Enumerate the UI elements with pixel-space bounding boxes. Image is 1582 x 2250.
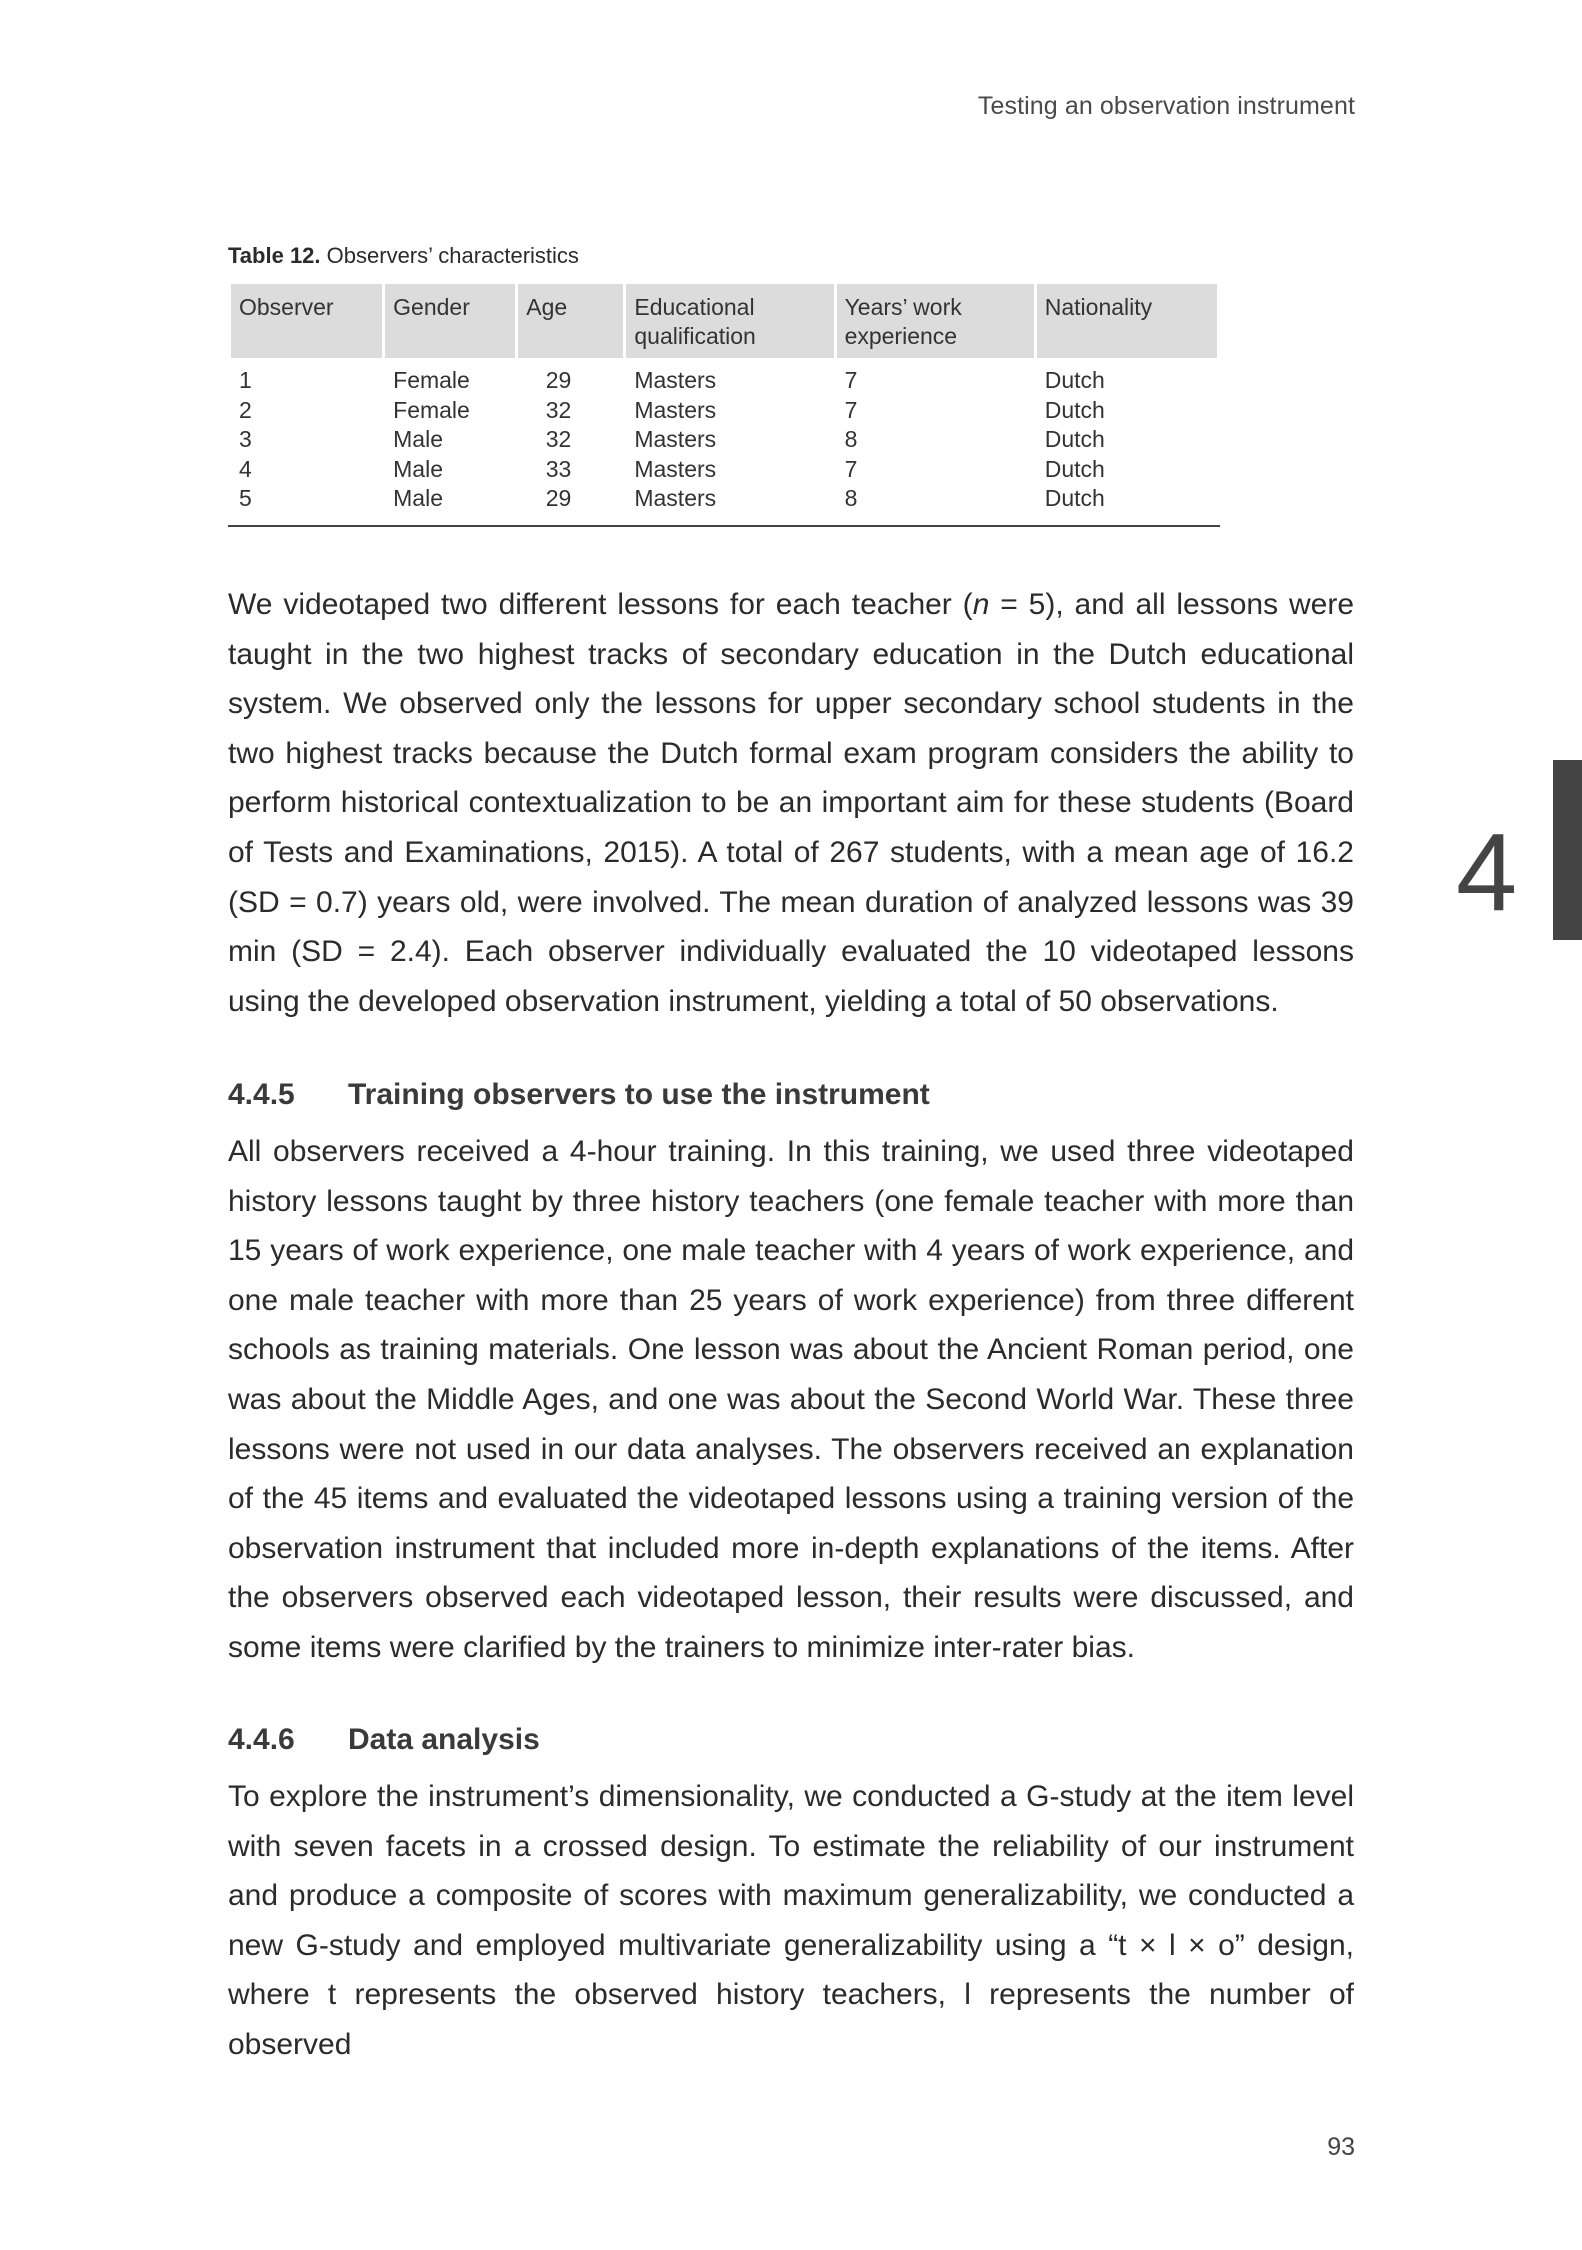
table-cell: Dutch bbox=[1044, 485, 1105, 512]
table-row bbox=[231, 358, 1217, 396]
table-cell: Masters bbox=[634, 455, 717, 482]
table-cell: 2 bbox=[239, 396, 252, 423]
column-header: Age bbox=[518, 284, 623, 358]
table-cell: Female bbox=[393, 367, 470, 393]
italic-n: n bbox=[972, 588, 990, 621]
column-header: Observer bbox=[231, 284, 382, 358]
table-cell: 7 bbox=[844, 396, 858, 423]
table-cell: Dutch bbox=[1044, 455, 1105, 482]
table-cell: 8 bbox=[844, 485, 858, 512]
chapter-marker: 4 bbox=[1456, 811, 1518, 934]
chapter-tab bbox=[1553, 760, 1582, 940]
section-number: 4.4.6 bbox=[228, 1723, 295, 1756]
table-bottom-rule bbox=[228, 525, 1220, 527]
table-cell: 32 bbox=[545, 396, 572, 423]
table-cell: Female bbox=[393, 396, 470, 423]
table-cell: 32 bbox=[545, 426, 572, 453]
table-cell: 29 bbox=[545, 485, 572, 512]
table-cell: Male bbox=[393, 455, 443, 482]
table-cell: 8 bbox=[844, 426, 858, 453]
table-cell: Male bbox=[393, 485, 443, 512]
table-row bbox=[231, 455, 1217, 485]
section-heading-446 bbox=[228, 1723, 540, 1757]
paragraph-participants bbox=[228, 580, 1354, 1026]
table-cell: Masters bbox=[634, 485, 717, 512]
table-cell: Dutch bbox=[1044, 396, 1105, 423]
column-header: Educational qualification bbox=[626, 284, 833, 358]
table-caption-text: Observers’ characteristics bbox=[326, 243, 579, 268]
table-cell: Male bbox=[393, 426, 443, 453]
column-header: Gender bbox=[385, 284, 515, 358]
table-cell: Masters bbox=[634, 367, 717, 393]
table-cell: 7 bbox=[844, 455, 858, 482]
table-cell: 5 bbox=[239, 485, 252, 512]
table-cell: 4 bbox=[239, 455, 252, 482]
table-cell: 7 bbox=[844, 367, 858, 393]
paragraph-data-analysis: To explore the instrument’s dimensionality, we conducted a G-study at the item level with seven facets in a crossed design. To estimate the reliability of our instrument and produce a composite of scores with maximum generalizability, we conducted a new G-study and employed multivariate generalizability using a “t × l × o” design, where t represents the observed history teachers, l represents the number of observed bbox=[228, 1780, 1354, 2061]
table-caption bbox=[228, 243, 579, 269]
column-header: Years’ work experience bbox=[837, 284, 1034, 358]
table-cell: Dutch bbox=[1044, 426, 1105, 453]
table-row bbox=[231, 396, 1217, 426]
page-number: 93 bbox=[1327, 2133, 1355, 2161]
section-heading-445 bbox=[228, 1078, 930, 1112]
paragraph-training: All observers received a 4-hour training. In this training, we used three videotaped history lessons taught by three history teachers (one female teacher with more than 15 years of work experience, one male teacher with 4 years of work experience, and one male teacher with more than 25 years of work experience) from three different schools as training materials. One lesson was about the Ancient Roman period, one was about the Middle Ages, and one was about the Second World War. These three lessons were not used in our data analyses. The observers received an explanation of the 45 items and evaluated the videotaped lessons using a training version of the observation instrument that included more in-depth explanations of the items. After the observers observed each videotaped lesson, their results were discussed, and some items were clarified by the trainers to minimize inter-rater bias. bbox=[228, 1135, 1354, 1664]
table-cell: Masters bbox=[634, 426, 717, 453]
table-cell: 33 bbox=[545, 455, 572, 482]
observers-table bbox=[228, 284, 1220, 520]
table-row bbox=[231, 484, 1217, 520]
section-title: Training observers to use the instrument bbox=[348, 1078, 930, 1111]
table-caption-label: Table 12. bbox=[228, 243, 321, 268]
paragraph-text: = 5), and all lessons were taught in the two highest tracks of secondary education in the Dutch educational system. We observed only the lessons for upper secondary school students in the two highest tracks because the Dutch formal exam program considers the ability to perform historical contextualization to be an important aim for these students (Board of Tests and Examinations, 2015). A total of 267 students, with a mean age of 16.2 (SD = 0.7) years old, were involved. The mean duration of analyzed lessons was 39 min (SD = 2.4). Each observer individually evaluated the 10 videotaped lessons using the developed observation instrument, yielding a total of 50 observations. bbox=[228, 588, 1355, 1018]
table-cell: 3 bbox=[239, 426, 252, 453]
table-cell: Masters bbox=[634, 396, 717, 423]
table-cell: Dutch bbox=[1044, 367, 1105, 393]
table-cell: 29 bbox=[545, 367, 572, 393]
section-title: Data analysis bbox=[348, 1723, 540, 1756]
table-row bbox=[231, 425, 1217, 455]
paragraph-text: We videotaped two different lessons for each teacher ( bbox=[228, 588, 973, 621]
running-header: Testing an observation instrument bbox=[977, 92, 1355, 120]
table-header-row bbox=[231, 284, 1217, 358]
column-header: Nationality bbox=[1037, 284, 1217, 358]
section-number: 4.4.5 bbox=[228, 1078, 295, 1111]
table-cell: 1 bbox=[239, 367, 252, 393]
